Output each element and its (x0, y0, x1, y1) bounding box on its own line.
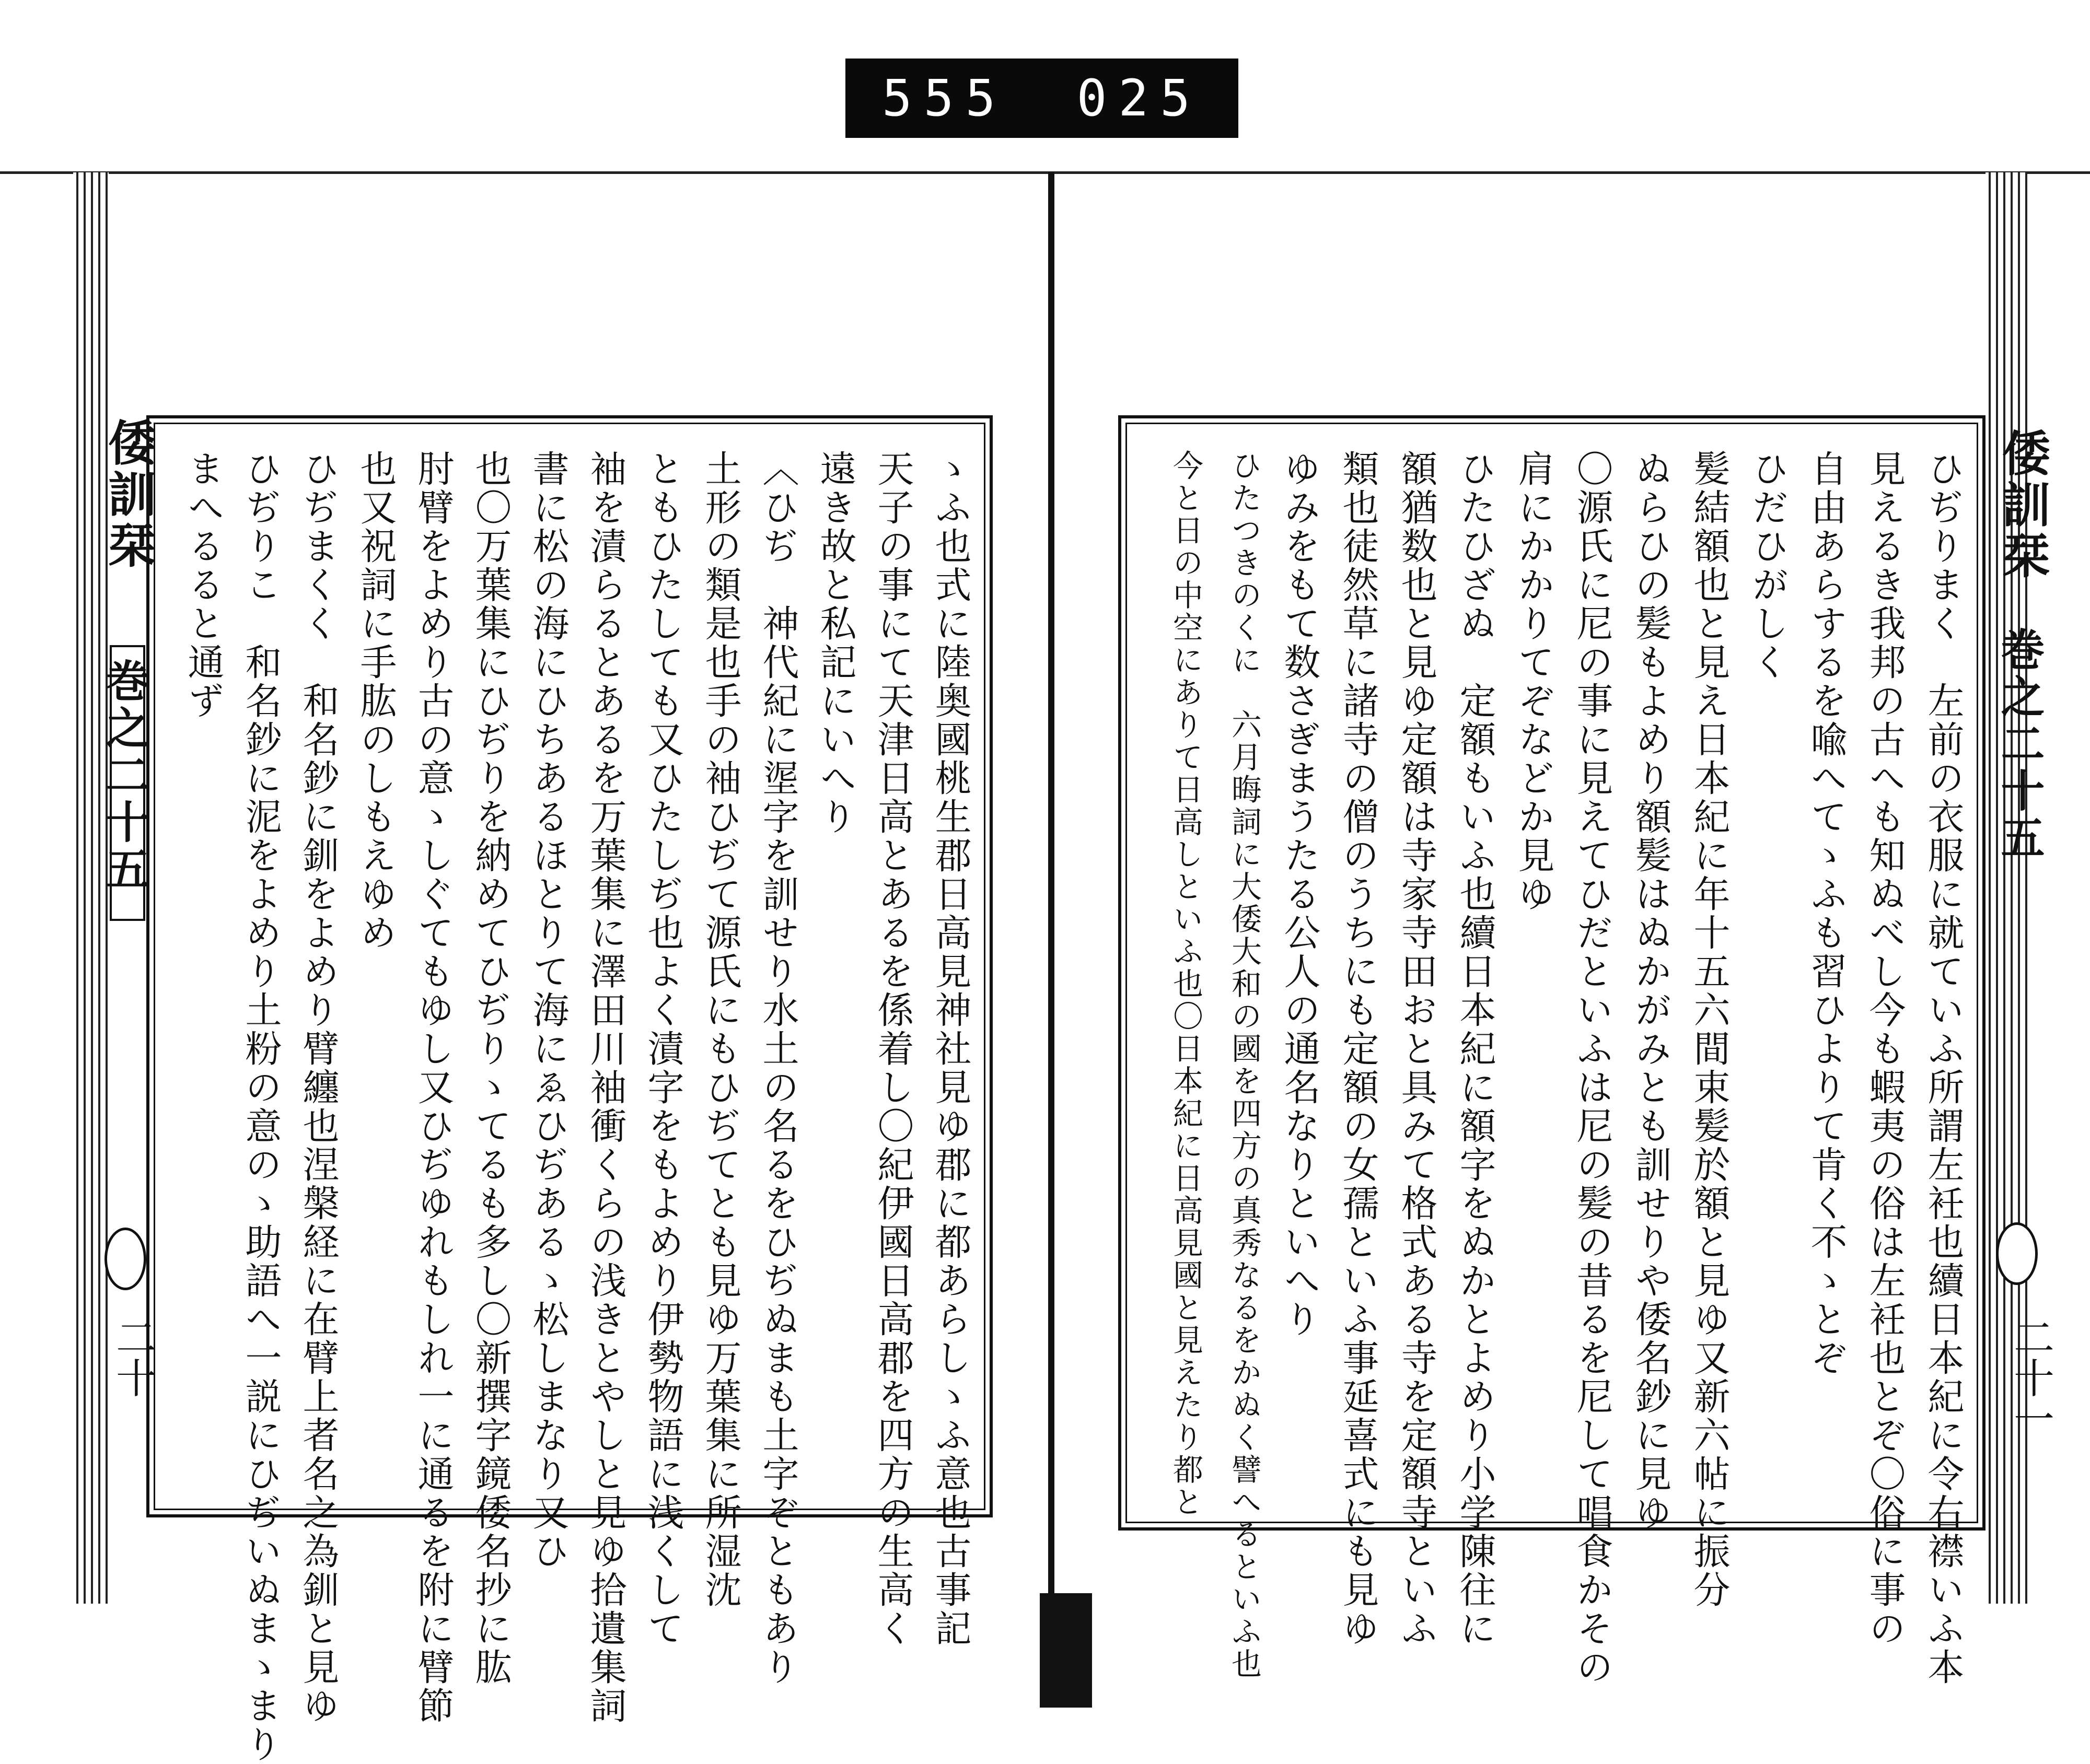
right-column-11: 類也徒然草に諸寺の僧のうちにも定額の女孺といふ事延喜式にも見ゆ (1337, 450, 1379, 1648)
left-column-5: 土形の類是也手の袖ひぢて源氏にもひぢてとも見ゆ万葉集に所湿沈 (699, 450, 742, 1609)
right-column-9: ひたひざぬ 定額もいふ也續日本紀に額字をぬかとよめり小学陳往に (1454, 450, 1496, 1648)
frame-number-left: 555 (882, 69, 1007, 127)
left-ring-mark (104, 1228, 146, 1290)
right-column-5: 髪結額也と見え日本紀に年十五六間束髪於額と見ゆ又新六帖に振分 (1688, 450, 1731, 1609)
left-column-7: 袖を漬らるとあるを万葉集に澤田川袖衝くらの浅きとやしと見ゆ拾遺集詞 (584, 450, 627, 1725)
left-column-10: 肘臂をよめり古の意ゝしぐてもゆし又ひぢゆれもしれ一に通るを附に臂節 (412, 450, 455, 1725)
left-column-9: 也〇万葉集にひぢりを納めてひぢりゝてるも多し〇新撰字鏡倭名抄に肱 (469, 450, 512, 1687)
right-column-10: 額猶数也と見ゆ定額は寺家寺田おと具みて格式ある寺を定額寺といふ (1395, 450, 1438, 1648)
left-column-1: ゝふ也式に陸奥國桃生郡日高見神社見ゆ郡に都あらしゝふ意也古事記 (929, 450, 972, 1648)
left-column-3: 遠き故と私記にいへり (814, 450, 857, 836)
book-spine-foot (1040, 1593, 1092, 1708)
left-page-number: 二十 (109, 1316, 156, 1398)
left-column-13: ひぢりこ 和名鈔に泥をよめり土粉の意のゝ助語へ一説にひぢいぬまゝまり (239, 450, 282, 1764)
frame-number-label (845, 59, 1238, 138)
right-column-12: ゆみをもて数さぎまうたる公人の通名なりといへり (1278, 450, 1321, 1339)
left-text-frame (146, 415, 993, 1764)
left-column-8: 書に松の海にひちあるほとりて海にゑひぢあるゝ松しまなり又ひ (527, 450, 570, 1571)
right-column-3: 自由あらするを喩へてゝふも習ひよりて肯く不ゝとぞ (1805, 450, 1848, 1377)
left-column-12: ひぢまくく 和名鈔に釧をよめり臂纏也涅槃経に在臂上者名之為釧と見ゆ (297, 450, 340, 1725)
left-column-6: ともひたしても又ひたしぢ也よく漬字をもよめり伊勢物語に浅くして (642, 450, 684, 1648)
left-margin-title: 倭訓栞 (100, 418, 157, 571)
left-column-2: 天子の事にて天津日高とあるを係着し〇紀伊國日高郡を四方の生高く (872, 450, 914, 1648)
right-margin-title: 倭訓栞 (1994, 428, 2051, 582)
right-ring-mark (1996, 1222, 2038, 1285)
right-volume-label: 巻之二十五 (1994, 627, 2046, 862)
right-column-8: 肩にかかりてぞなどか見ゆ (1512, 450, 1555, 914)
right-column-14: 今と日の中空にありて日高しといふ也〇日本紀に日高見國と見えたり都と (1168, 450, 1203, 1518)
left-column-14: まへるると通ず (182, 450, 225, 720)
right-column-4: ひだひがしく (1746, 450, 1789, 682)
left-column-11: 也又祝詞に手肱のしもえゆめ (354, 450, 397, 952)
right-column-6: ぬらひの髪もよめり額髪はぬかがみとも訓せりや倭名鈔に見ゆ (1629, 450, 1672, 1532)
right-column-7: 〇源氏に尼の事に見えてひだといふは尼の髪の昔るを尼して唱食かその (1571, 450, 1613, 1687)
right-column-1: ひぢりまく 左前の衣服に就ていふ所謂左衽也續日本紀に令右襟いふ本 (1922, 450, 1965, 1687)
page-top-edge (0, 171, 2090, 174)
book-gutter (1048, 172, 1054, 1593)
frame-number-right: 025 (1076, 69, 1202, 127)
left-column-4: 〈ひぢ 神代紀に埿字を訓せり水土の名るをひぢぬまも土字ぞともあり (757, 450, 799, 1687)
right-text-frame (1118, 415, 1985, 1687)
left-volume-label: 巻之二十五 (99, 658, 150, 893)
right-column-2: 見えるき我邦の古へも知ぬべし今も蝦夷の俗は左衽也とぞ〇俗に事の (1863, 450, 1906, 1648)
right-column-13: ひたつきのくに 六月晦詞に大倭大和の國を四方の真秀なるをかぬく譬へるといふ也 (1226, 450, 1262, 1680)
right-page-number: 二十一 (2007, 1316, 2054, 1439)
